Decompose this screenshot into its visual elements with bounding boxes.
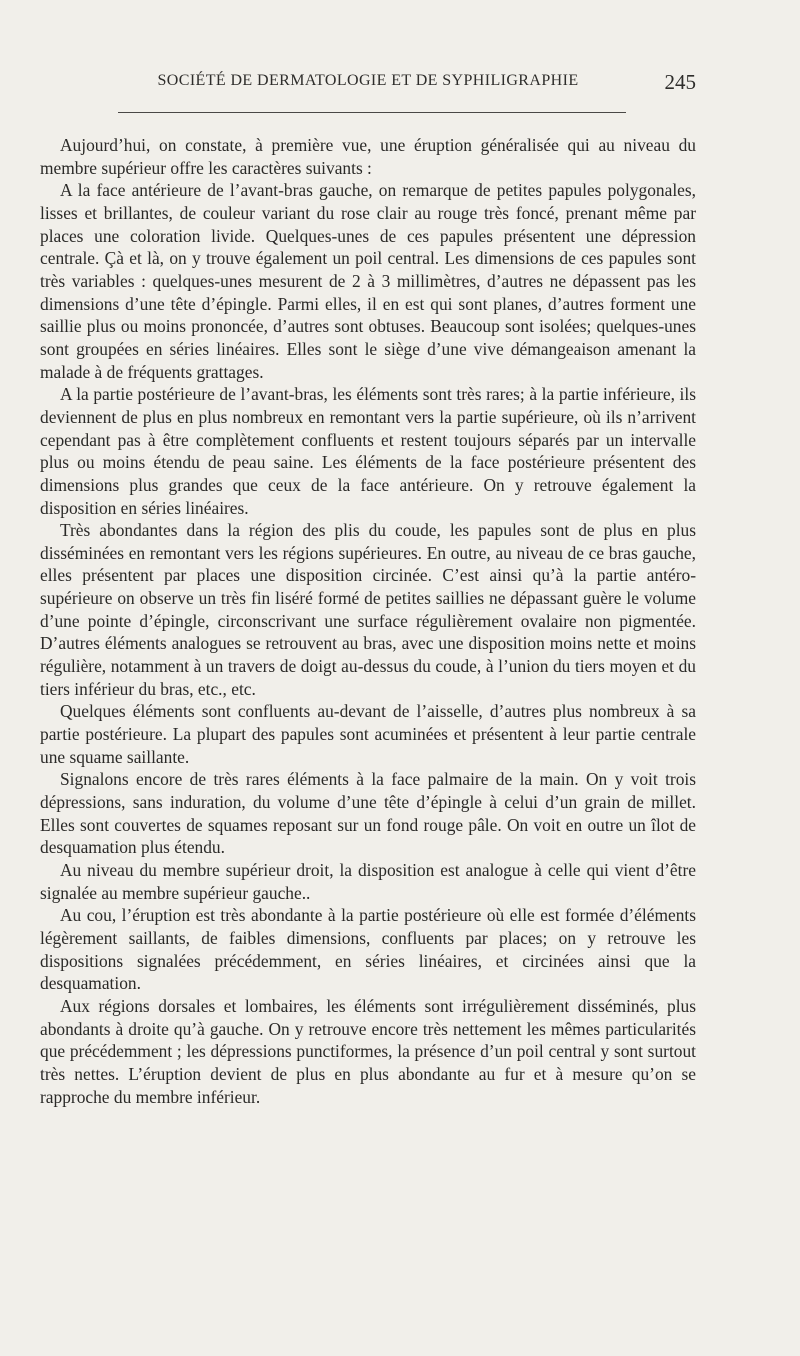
paragraph: Signalons encore de très rares éléments à la face palmaire de la main. On y voit trois dépressions, sans induration, du volume d’une tête d’épingle à celui d’un grain de millet. Elles sont couvertes de squames reposant sur un fond rouge pâle. On voit en outre un îlot de desquamation plus étendu.	[40, 769, 696, 858]
body-text	[40, 134, 696, 1108]
paragraph: Au niveau du membre supérieur droit, la disposition est analogue à celle qui vient d’être signalée au membre supérieur gauche..	[40, 860, 696, 903]
paragraph: Quelques éléments sont confluents au-devant de l’aisselle, d’autres plus nombreux à sa partie postérieure. La plupart des papules sont acuminées et présentent à leur partie centrale une squame saillante.	[40, 701, 696, 767]
running-title: SOCIÉTÉ DE DERMATOLOGIE ET DE SYPHILIGRAPHIE	[157, 72, 579, 89]
paragraph: Au cou, l’éruption est très abondante à la partie postérieure où elle est formée d’éléments légèrement saillants, de faibles dimensions, confluents par places; on y retrouve les dispositions signalées précédemment, en séries linéaires, et circinées ainsi que la desquamation.	[40, 905, 696, 994]
page-number: 245	[664, 70, 696, 94]
paragraph: Aux régions dorsales et lombaires, les éléments sont irrégulièrement disséminés, plus abondants à droite qu’à gauche. On y retrouve encore très nettement les mêmes particularités que précédemment ; les dépressions punctiformes, la présence d’un poil central y sont surtout très nettes. L’éruption devient de plus en plus abondante au fur et à mesure qu’on se rapproche du membre inférieur.	[40, 995, 696, 1107]
paragraph: A la partie postérieure de l’avant-bras, les éléments sont très rares; à la partie inférieure, ils deviennent de plus en plus nombreux en remontant vers la partie supérieure, où ils n’arrivent cependant pas à être complètement confluents et restent toujours séparés par un intervalle plus ou moins étendu de peau saine. Les éléments de la face postérieure présentent des dimensions plus grandes que ceux de la face antérieure. On y retrouve également la disposition en séries linéaires.	[40, 384, 696, 518]
paragraph: Très abondantes dans la région des plis du coude, les papules sont de plus en plus disséminées en remontant vers les régions supérieures. En outre, au niveau de ce bras gauche, elles présentent par places une disposition circinée. C’est ainsi qu’à la partie antéro-supérieure on observe un très fin liséré formé de petites saillies ne dépassant guère le volume d’une pointe d’épingle, circonscrivant une surface régulièrement ovalaire non pigmentée. D’autres éléments analogues se retrouvent au bras, avec une disposition moins nette et moins régulière, notamment à un travers de doigt au-dessus du coude, à l’union du tiers moyen et du tiers inférieur du bras, etc., etc.	[40, 520, 696, 699]
header-rule	[118, 112, 626, 113]
running-head	[40, 72, 696, 102]
paragraph: Aujourd’hui, on constate, à première vue, une éruption généralisée qui au niveau du membre supérieur offre les caractères suivants :	[40, 135, 696, 178]
paragraph: A la face antérieure de l’avant-bras gauche, on remarque de petites papules polygonales, lisses et brillantes, de couleur variant du rose clair au rouge très foncé, prenant même par places une coloration livide. Quelques-unes de ces papules présentent une dépression centrale. Çà et là, on y trouve également un poil central. Les dimensions de ces papules sont très variables : quelques-unes mesurent de 2 à 3 millimètres, d’autres ne dépassent pas les dimensions d’une tête d’épingle. Parmi elles, il en est qui sont planes, d’autres forment une saillie plus ou moins prononcée, d’autres sont obtuses. Beaucoup sont isolées; quelques-unes sont groupées en séries linéaires. Elles sont le siège d’une vive démangeaison amenant la malade à de fréquents grattages.	[40, 180, 696, 382]
